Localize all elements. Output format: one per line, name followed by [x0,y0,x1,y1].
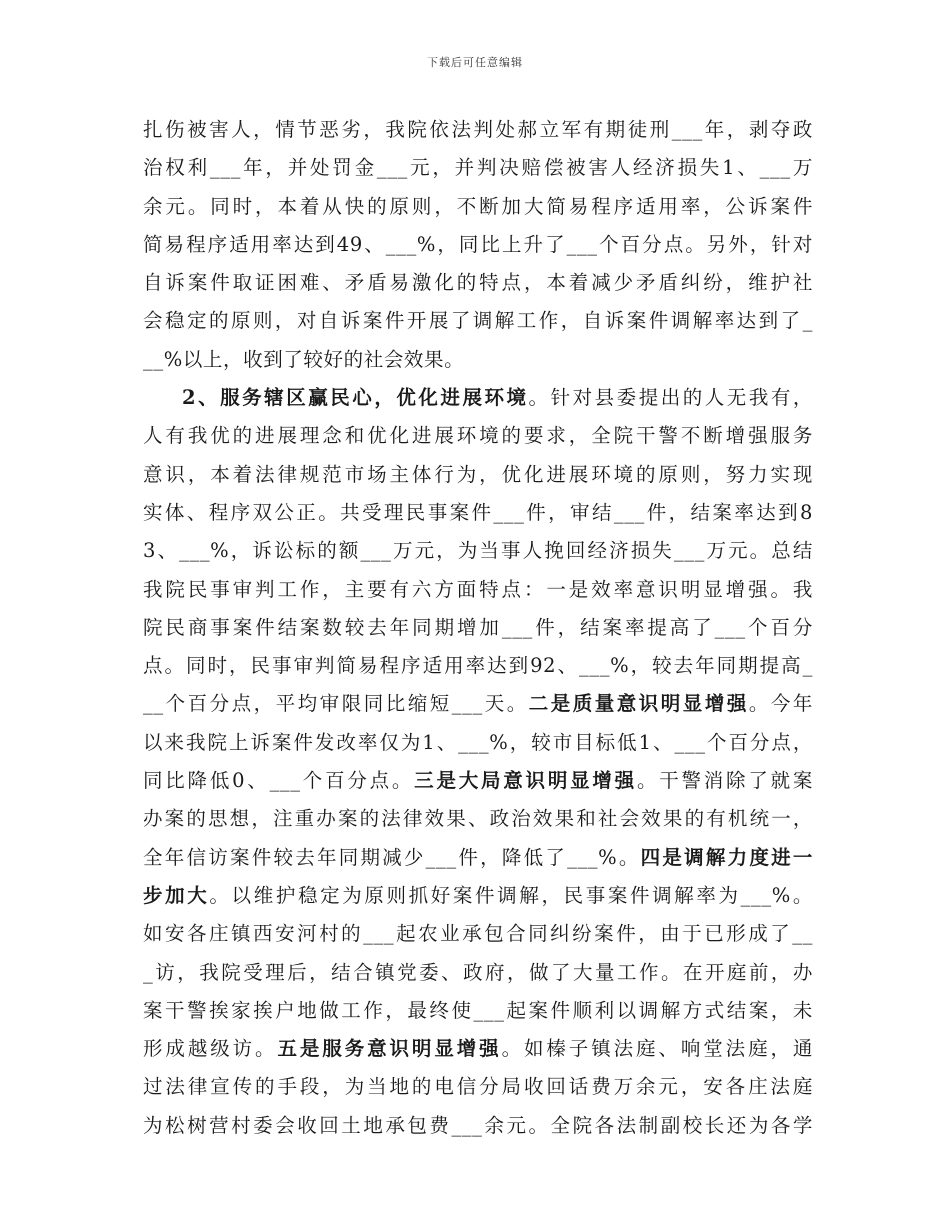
bold-heading-text: 四是调解力度进一 [640,845,813,869]
text-line [143,1030,813,1068]
document-body [143,111,813,1145]
body-text: 余元。同时，本着从快的原则，不断加大简易程序适用率，公诉案件 [143,194,813,218]
text-line [143,417,813,455]
text-line [143,839,813,877]
body-text: 办案的思想，注重办案的法律效果、政治效果和社会效果的有机统一， [143,807,813,831]
body-text: 。今年 [748,692,813,716]
text-line [143,302,813,340]
text-line [143,1107,813,1145]
text-line [143,685,813,723]
body-text: 治权利___年，并处罚金___元，并判决赔偿被害人经济损失1、___万 [143,156,813,180]
body-text: 实体、程序双公正。共受理民事案件___件，审结___件，结案率达到8 [143,500,813,524]
body-text: 全年信访案件较去年同期减少___件，降低了___%。 [143,845,641,869]
body-text: 形成越级访。 [143,1037,278,1061]
text-line [143,149,813,187]
body-text: 点。同时，民事审判简易程序适用率达到92、___%，较去年同期提高_ [143,654,813,678]
body-text: 。干警消除了就案 [636,769,813,793]
text-line [143,762,813,800]
body-text: 自诉案件取证困难、矛盾易激化的特点，本着减少矛盾纠纷，维护社 [143,271,813,295]
body-text: 为松树营村委会收回土地承包费___余元。全院各法制副校长还为各学 [143,1113,813,1137]
text-line [143,111,813,149]
bold-heading-text: 五是服务意识明显增强 [277,1037,502,1061]
text-line [143,877,813,915]
text-line [143,532,813,570]
text-line [143,379,813,417]
body-text: 以来我院上诉案件发改率仅为1、___%，较市目标低1、___个百分点， [143,730,813,754]
body-text: 院民商事案件结案数较去年同期增加___件，结案率提高了___个百分 [143,615,813,639]
body-text: 同比降低0、___个百分点。 [143,769,415,793]
body-text: 会稳定的原则，对自诉案件开展了调解工作，自诉案件调解率达到了_ [143,309,813,333]
body-text: _访，我院受理后，结合镇党委、政府，做了大量工作。在开庭前，办 [143,960,813,984]
bold-heading-text: 2、服务辖区赢民心，优化进展环境 [182,386,529,410]
body-text: 。以维护稳定为原则抓好案件调解，民事案件调解率为___%。 [209,883,813,907]
text-line [143,609,813,647]
text-line [143,571,813,609]
bold-heading-text: 步加大 [143,883,210,907]
body-text: 简易程序适用率达到49、___%，同比上升了___个百分点。另外，针对 [143,232,813,256]
body-text: 如安各庄镇西安河村的___起农业承包合同纠纷案件，由于已形成了__ [143,922,813,946]
text-line [143,341,813,379]
body-text: 过法律宣传的手段，为当地的电信分局收回话费万余元，安各庄法庭 [143,1075,813,1099]
body-text: 我院民事审判工作，主要有六方面特点：一是效率意识明显增强。我 [143,577,813,601]
text-line [143,188,813,226]
text-line [143,494,813,532]
page-header: 下载后可任意编辑 [427,56,523,69]
text-line [143,954,813,992]
body-text: 人有我优的进展理念和优化进展环境的要求，全院干警不断增强服务 [143,424,813,448]
body-text: 扎伤被害人，情节恶劣，我院依法判处郝立军有期徒刑___年，剥夺政 [143,118,813,141]
text-line [143,992,813,1030]
body-text: 。针对县委提出的人无我有， [528,386,813,410]
text-line [143,800,813,838]
text-line [143,456,813,494]
text-line [143,647,813,685]
bold-heading-text: 三是大局意识明显增强 [414,769,637,793]
text-line [143,1068,813,1106]
body-text: 3、___%，诉讼标的额___万元，为当事人挽回经济损失___万元。总结 [143,539,813,563]
text-line [143,226,813,264]
body-text: __%以上，收到了较好的社会效果。 [143,347,465,371]
text-line [143,724,813,762]
body-text: __个百分点，平均审限同比缩短___天。 [143,692,529,716]
body-text: 意识，本着法律规范市场主体行为，优化进展环境的原则，努力实现 [143,462,813,486]
text-line [143,915,813,953]
bold-heading-text: 二是质量意识明显增强 [528,692,749,716]
body-text: 案干警挨家挨户地做工作，最终使___起案件顺利以调解方式结案，未 [143,998,813,1022]
text-line [143,264,813,302]
body-text: 。如榛子镇法庭、响堂法庭，通 [501,1037,813,1061]
